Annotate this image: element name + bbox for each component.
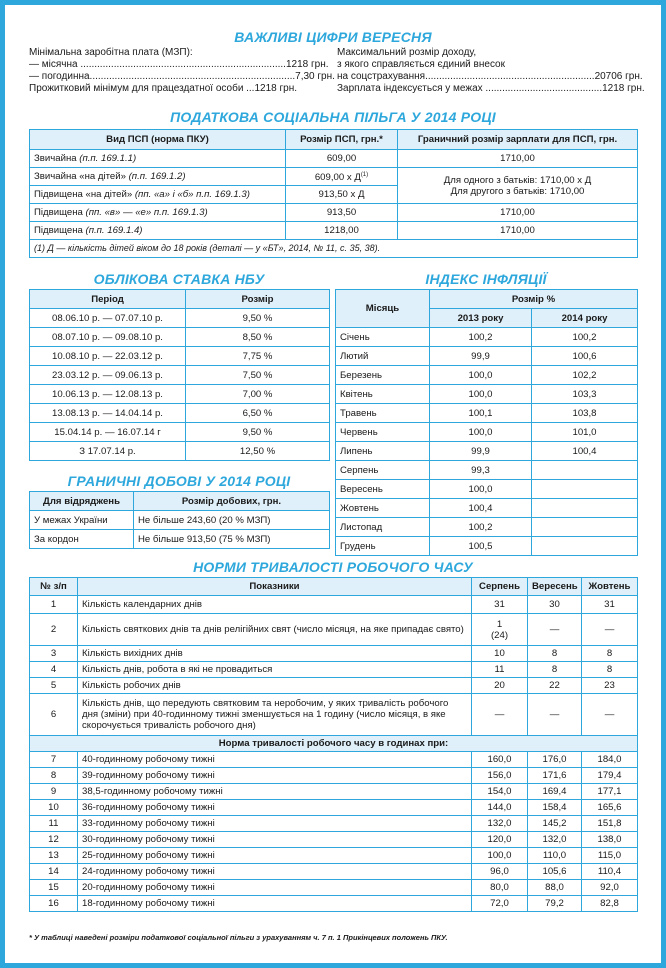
work-header-aug: Серпень [472, 578, 528, 596]
work-value: 179,4 [582, 768, 638, 784]
inflation-2014 [532, 518, 638, 537]
table-row [30, 385, 330, 404]
table-row [30, 614, 638, 646]
work-value: 177,1 [582, 784, 638, 800]
nbu-rate: 7,50 % [186, 366, 330, 385]
table-row: Звичайна «на дітей» (п.п. 169.1.2) 609,00 х $Д^{(1)}$ Для одного з батьків: 1710,00 х Д Для другого з батьків: 1710,00 [30, 168, 638, 186]
table-row [336, 404, 638, 423]
table-row [30, 784, 638, 800]
work-value: 176,0 [528, 752, 582, 768]
per-diem-trip: За кордон [30, 530, 134, 549]
work-value: 115,0 [582, 848, 638, 864]
work-value: 8 [582, 646, 638, 662]
inflation-2013: 99,9 [430, 442, 532, 461]
per-diem-header-trip: Для відряджень [30, 492, 134, 511]
inflation-2013: 100,1 [430, 404, 532, 423]
table-row [30, 880, 638, 896]
max-income-intro-2: з якого справляється єдиний внесок [337, 59, 505, 70]
work-value: — [582, 694, 638, 736]
inflation-2013: 100,0 [430, 366, 532, 385]
inflation-month: Липень [336, 442, 430, 461]
work-value: 132,0 [472, 816, 528, 832]
inflation-2014 [532, 499, 638, 518]
psp-limit-parent-1: Для одного з батьків: 1710,00 х Д [443, 174, 592, 186]
work-header-indicator: Показники [78, 578, 472, 596]
work-value: 138,0 [582, 832, 638, 848]
inflation-2014: 100,4 [532, 442, 638, 461]
table-row [336, 385, 638, 404]
inflation-2014: 102,2 [532, 366, 638, 385]
work-indicator: 30-годинному робочому тижні [78, 832, 472, 848]
work-indicator: 36-годинному робочому тижні [78, 800, 472, 816]
inflation-2013: 100,2 [430, 328, 532, 347]
table-row [30, 768, 638, 784]
key-figures-title: ВАЖЛИВІ ЦИФРИ ВЕРЕСНЯ [234, 29, 432, 45]
inflation-header-month: Місяць [336, 290, 430, 328]
work-value: 79,2 [528, 896, 582, 912]
work-indicator: 39-годинному робочому тижні [78, 768, 472, 784]
table-row [30, 347, 330, 366]
table-row [336, 347, 638, 366]
work-indicator: 18-годинному робочому тижні [78, 896, 472, 912]
work-value: 156,0 [472, 768, 528, 784]
inflation-2014 [532, 461, 638, 480]
table-row: Підвищена (п.п. 169.1.4) 1218,00 1710,00 [30, 222, 638, 240]
table-row [30, 832, 638, 848]
psp-footnote: (1) Д — кількість дітей віком до 18 років (деталі — у «БТ», 2014, № 11, с. 35, 38). [30, 240, 638, 258]
subsistence-minimum: Прожитковий мінімум для працездатної особи ...1218 грн. [29, 83, 297, 94]
work-value: 82,8 [582, 896, 638, 912]
work-indicator: Кількість вихідних днів [78, 646, 472, 662]
work-value: 132,0 [528, 832, 582, 848]
work-value: 151,8 [582, 816, 638, 832]
psp-header-limit: Граничний розмір зарплати для ПСП, грн. [398, 130, 638, 150]
max-income-value: на соцстрахування............................................................. 20706 грн. [337, 71, 643, 82]
nbu-rate: 7,00 % [186, 385, 330, 404]
work-num: 15 [30, 880, 78, 896]
inflation-month: Червень [336, 423, 430, 442]
work-header-num: № з/п [30, 578, 78, 596]
table-row [336, 499, 638, 518]
nbu-period: 13.08.13 р. — 14.04.14 р. [30, 404, 186, 423]
table-row [336, 480, 638, 499]
inflation-header-size: Розмір % [430, 290, 638, 309]
work-num: 4 [30, 662, 78, 678]
nbu-period: 08.07.10 р. — 09.08.10 р. [30, 328, 186, 347]
work-num: 5 [30, 678, 78, 694]
table-row [30, 896, 638, 912]
work-num: 10 [30, 800, 78, 816]
work-value: 165,6 [582, 800, 638, 816]
min-wage-intro: Мінімальна заробітна плата (МЗП): [29, 47, 193, 58]
work-value: 105,6 [528, 864, 582, 880]
work-value: 23 [582, 678, 638, 694]
table-row [30, 309, 330, 328]
per-diem-table [29, 491, 330, 549]
table-row [30, 366, 330, 385]
nbu-rate: 8,50 % [186, 328, 330, 347]
inflation-title: ІНДЕКС ІНФЛЯЦІЇ [425, 271, 547, 287]
nbu-period: 10.08.10 р. — 22.03.12 р. [30, 347, 186, 366]
work-num: 2 [30, 614, 78, 646]
psp-title: ПОДАТКОВА СОЦІАЛЬНА ПІЛЬГА У 2014 РОЦІ [170, 109, 496, 125]
work-value: — [582, 614, 638, 646]
work-value: 145,2 [528, 816, 582, 832]
inflation-2013: 100,0 [430, 480, 532, 499]
work-num: 7 [30, 752, 78, 768]
table-row [336, 328, 638, 347]
work-value: 30 [528, 596, 582, 614]
work-value: 1 (24) [472, 614, 528, 646]
work-num: 16 [30, 896, 78, 912]
table-row [336, 366, 638, 385]
inflation-month: Грудень [336, 537, 430, 556]
table-row [30, 694, 638, 736]
table-row [336, 442, 638, 461]
inflation-2013: 100,0 [430, 385, 532, 404]
key-figures-left [29, 47, 335, 95]
inflation-month: Листопад [336, 518, 430, 537]
work-value: — [528, 614, 582, 646]
work-value: 171,6 [528, 768, 582, 784]
per-diem-header-amount: Розмір добових, грн. [134, 492, 330, 511]
work-value: 80,0 [472, 880, 528, 896]
table-row [30, 423, 330, 442]
inflation-2013: 100,2 [430, 518, 532, 537]
table-row [30, 646, 638, 662]
work-value: 120,0 [472, 832, 528, 848]
per-diem-amount: Не більше 243,60 (20 % МЗП) [134, 511, 330, 530]
table-row [30, 442, 330, 461]
table-row [30, 752, 638, 768]
work-num: 3 [30, 646, 78, 662]
psp-limit-parent-2: Для другого з батьків: 1710,00 [450, 185, 585, 197]
work-indicator: 24-годинному робочому тижні [78, 864, 472, 880]
work-value: — [528, 694, 582, 736]
inflation-month: Лютий [336, 347, 430, 366]
work-value: 169,4 [528, 784, 582, 800]
work-indicator: 38,5-годинному робочому тижні [78, 784, 472, 800]
table-row: Підвищена «на дітей» (пп. «а» і «б» п.п. 169.1.3) 913,50 х Д [30, 186, 638, 204]
table-row [336, 518, 638, 537]
inflation-month: Квітень [336, 385, 430, 404]
work-value: 8 [528, 646, 582, 662]
inflation-2014: 103,8 [532, 404, 638, 423]
table-row: Звичайна (п.п. 169.1.1) 609,00 1710,00 [30, 150, 638, 168]
work-value: 20 [472, 678, 528, 694]
inflation-2014 [532, 537, 638, 556]
table-row [30, 511, 330, 530]
inflation-2013: 100,5 [430, 537, 532, 556]
work-num: 9 [30, 784, 78, 800]
psp-header-amount: Розмір ПСП, грн.* [286, 130, 398, 150]
table-row [30, 662, 638, 678]
table-row: Підвищена (пп. «в» — «е» п.п. 169.1.3) 913,50 1710,00 [30, 204, 638, 222]
work-value: 184,0 [582, 752, 638, 768]
work-num: 13 [30, 848, 78, 864]
work-subheader: Норма тривалості робочого часу в годинах при: [30, 736, 638, 752]
work-header-sep: Вересень [528, 578, 582, 596]
work-indicator: 25-годинному робочому тижні [78, 848, 472, 864]
inflation-month: Травень [336, 404, 430, 423]
nbu-rate: 9,50 % [186, 309, 330, 328]
work-indicator: Кількість святкових днів та днів релігійних свят (число місяця, на яке припадає свято) [78, 614, 472, 646]
table-row [30, 800, 638, 816]
per-diem-trip: У межах України [30, 511, 134, 530]
work-value: 31 [582, 596, 638, 614]
nbu-header-period: Період [30, 290, 186, 309]
per-diem-amount: Не більше 913,50 (75 % МЗП) [134, 530, 330, 549]
work-value: 10 [472, 646, 528, 662]
table-row [30, 816, 638, 832]
work-value: 110,4 [582, 864, 638, 880]
table-row [30, 864, 638, 880]
inflation-month: Жовтень [336, 499, 430, 518]
table-row [336, 461, 638, 480]
work-value: 100,0 [472, 848, 528, 864]
work-num: 8 [30, 768, 78, 784]
key-figures-right [337, 47, 645, 95]
min-wage-monthly: — місячна .......................................................................... 1218 грн. [29, 59, 329, 70]
inflation-2013: 100,0 [430, 423, 532, 442]
table-row [30, 678, 638, 694]
work-indicator: Кількість календарних днів [78, 596, 472, 614]
work-num: 1 [30, 596, 78, 614]
inflation-2014 [532, 480, 638, 499]
indexation-limit: Зарплата індексується у межах .......................................... 1218 грн. [337, 83, 645, 94]
work-num: 6 [30, 694, 78, 736]
nbu-period: 15.04.14 р. — 16.07.14 г [30, 423, 186, 442]
inflation-month: Вересень [336, 480, 430, 499]
work-value: 160,0 [472, 752, 528, 768]
work-num: 11 [30, 816, 78, 832]
inflation-2013: 100,4 [430, 499, 532, 518]
table-row [30, 530, 330, 549]
inflation-month: Серпень [336, 461, 430, 480]
nbu-period: 23.03.12 р. — 09.06.13 р. [30, 366, 186, 385]
nbu-rate: 7,75 % [186, 347, 330, 366]
work-value: 88,0 [528, 880, 582, 896]
nbu-rate: 6,50 % [186, 404, 330, 423]
nbu-header-rate: Розмір [186, 290, 330, 309]
inflation-2014: 100,2 [532, 328, 638, 347]
work-num: 14 [30, 864, 78, 880]
inflation-2014: 100,6 [532, 347, 638, 366]
table-row [30, 596, 638, 614]
inflation-2013: 99,3 [430, 461, 532, 480]
work-header-oct: Жовтень [582, 578, 638, 596]
psp-header-type: Вид ПСП (норма ПКУ) [30, 130, 286, 150]
work-value: 110,0 [528, 848, 582, 864]
work-indicator: 33-годинному робочому тижні [78, 816, 472, 832]
nbu-rate: 9,50 % [186, 423, 330, 442]
work-indicator: Кількість робочих днів [78, 678, 472, 694]
inflation-table [335, 289, 638, 556]
table-row [30, 848, 638, 864]
work-value: — [472, 694, 528, 736]
work-value: 72,0 [472, 896, 528, 912]
inflation-2014: 103,3 [532, 385, 638, 404]
nbu-period: 10.06.13 р. — 12.08.13 р. [30, 385, 186, 404]
nbu-period: 08.06.10 р. — 07.07.10 р. [30, 309, 186, 328]
work-time-table [29, 577, 638, 912]
work-value: 144,0 [472, 800, 528, 816]
work-indicator: 40-годинному робочому тижні [78, 752, 472, 768]
table-row [30, 404, 330, 423]
per-diem-title: ГРАНИЧНІ ДОБОВІ У 2014 РОЦІ [67, 473, 291, 489]
table-row [30, 328, 330, 347]
work-value: 31 [472, 596, 528, 614]
inflation-month: Січень [336, 328, 430, 347]
table-row [336, 423, 638, 442]
work-num: 12 [30, 832, 78, 848]
psp-table [29, 129, 638, 258]
work-value: 96,0 [472, 864, 528, 880]
inflation-2014: 101,0 [532, 423, 638, 442]
bottom-footnote: * У таблиці наведені розміри податкової соціальної пільги з урахуванням ч. 7 п. 1 Прикінцевих положень ПКУ. [29, 933, 448, 942]
work-indicator: Кількість днів, робота в які не провадиться [78, 662, 472, 678]
inflation-month: Березень [336, 366, 430, 385]
inflation-2013: 99,9 [430, 347, 532, 366]
work-indicator: Кількість днів, що передують святковим та неробочим, у яких тривалість робочого дня (зміни) при 40-годинному тижні зменшується на 1 годину (число місяця, в яке скорочується тривалість робочого дня) [78, 694, 472, 736]
inflation-header-2013: 2013 року [430, 309, 532, 328]
nbu-table [29, 289, 330, 461]
work-value: 8 [582, 662, 638, 678]
work-time-title: НОРМИ ТРИВАЛОСТІ РОБОЧОГО ЧАСУ [193, 559, 473, 575]
work-value: 22 [528, 678, 582, 694]
min-wage-hourly: — погодинна.......................................................................... 7,30 грн. [29, 71, 335, 82]
work-indicator: 20-годинному робочому тижні [78, 880, 472, 896]
nbu-rate: 12,50 % [186, 442, 330, 461]
work-value: 92,0 [582, 880, 638, 896]
work-value: 8 [528, 662, 582, 678]
nbu-period: З 17.07.14 р. [30, 442, 186, 461]
work-value: 154,0 [472, 784, 528, 800]
work-value: 158,4 [528, 800, 582, 816]
work-value: 11 [472, 662, 528, 678]
inflation-header-2014: 2014 року [532, 309, 638, 328]
nbu-title: ОБЛІКОВА СТАВКА НБУ [93, 271, 265, 287]
max-income-intro-1: Максимальний розмір доходу, [337, 47, 477, 58]
table-row [336, 537, 638, 556]
